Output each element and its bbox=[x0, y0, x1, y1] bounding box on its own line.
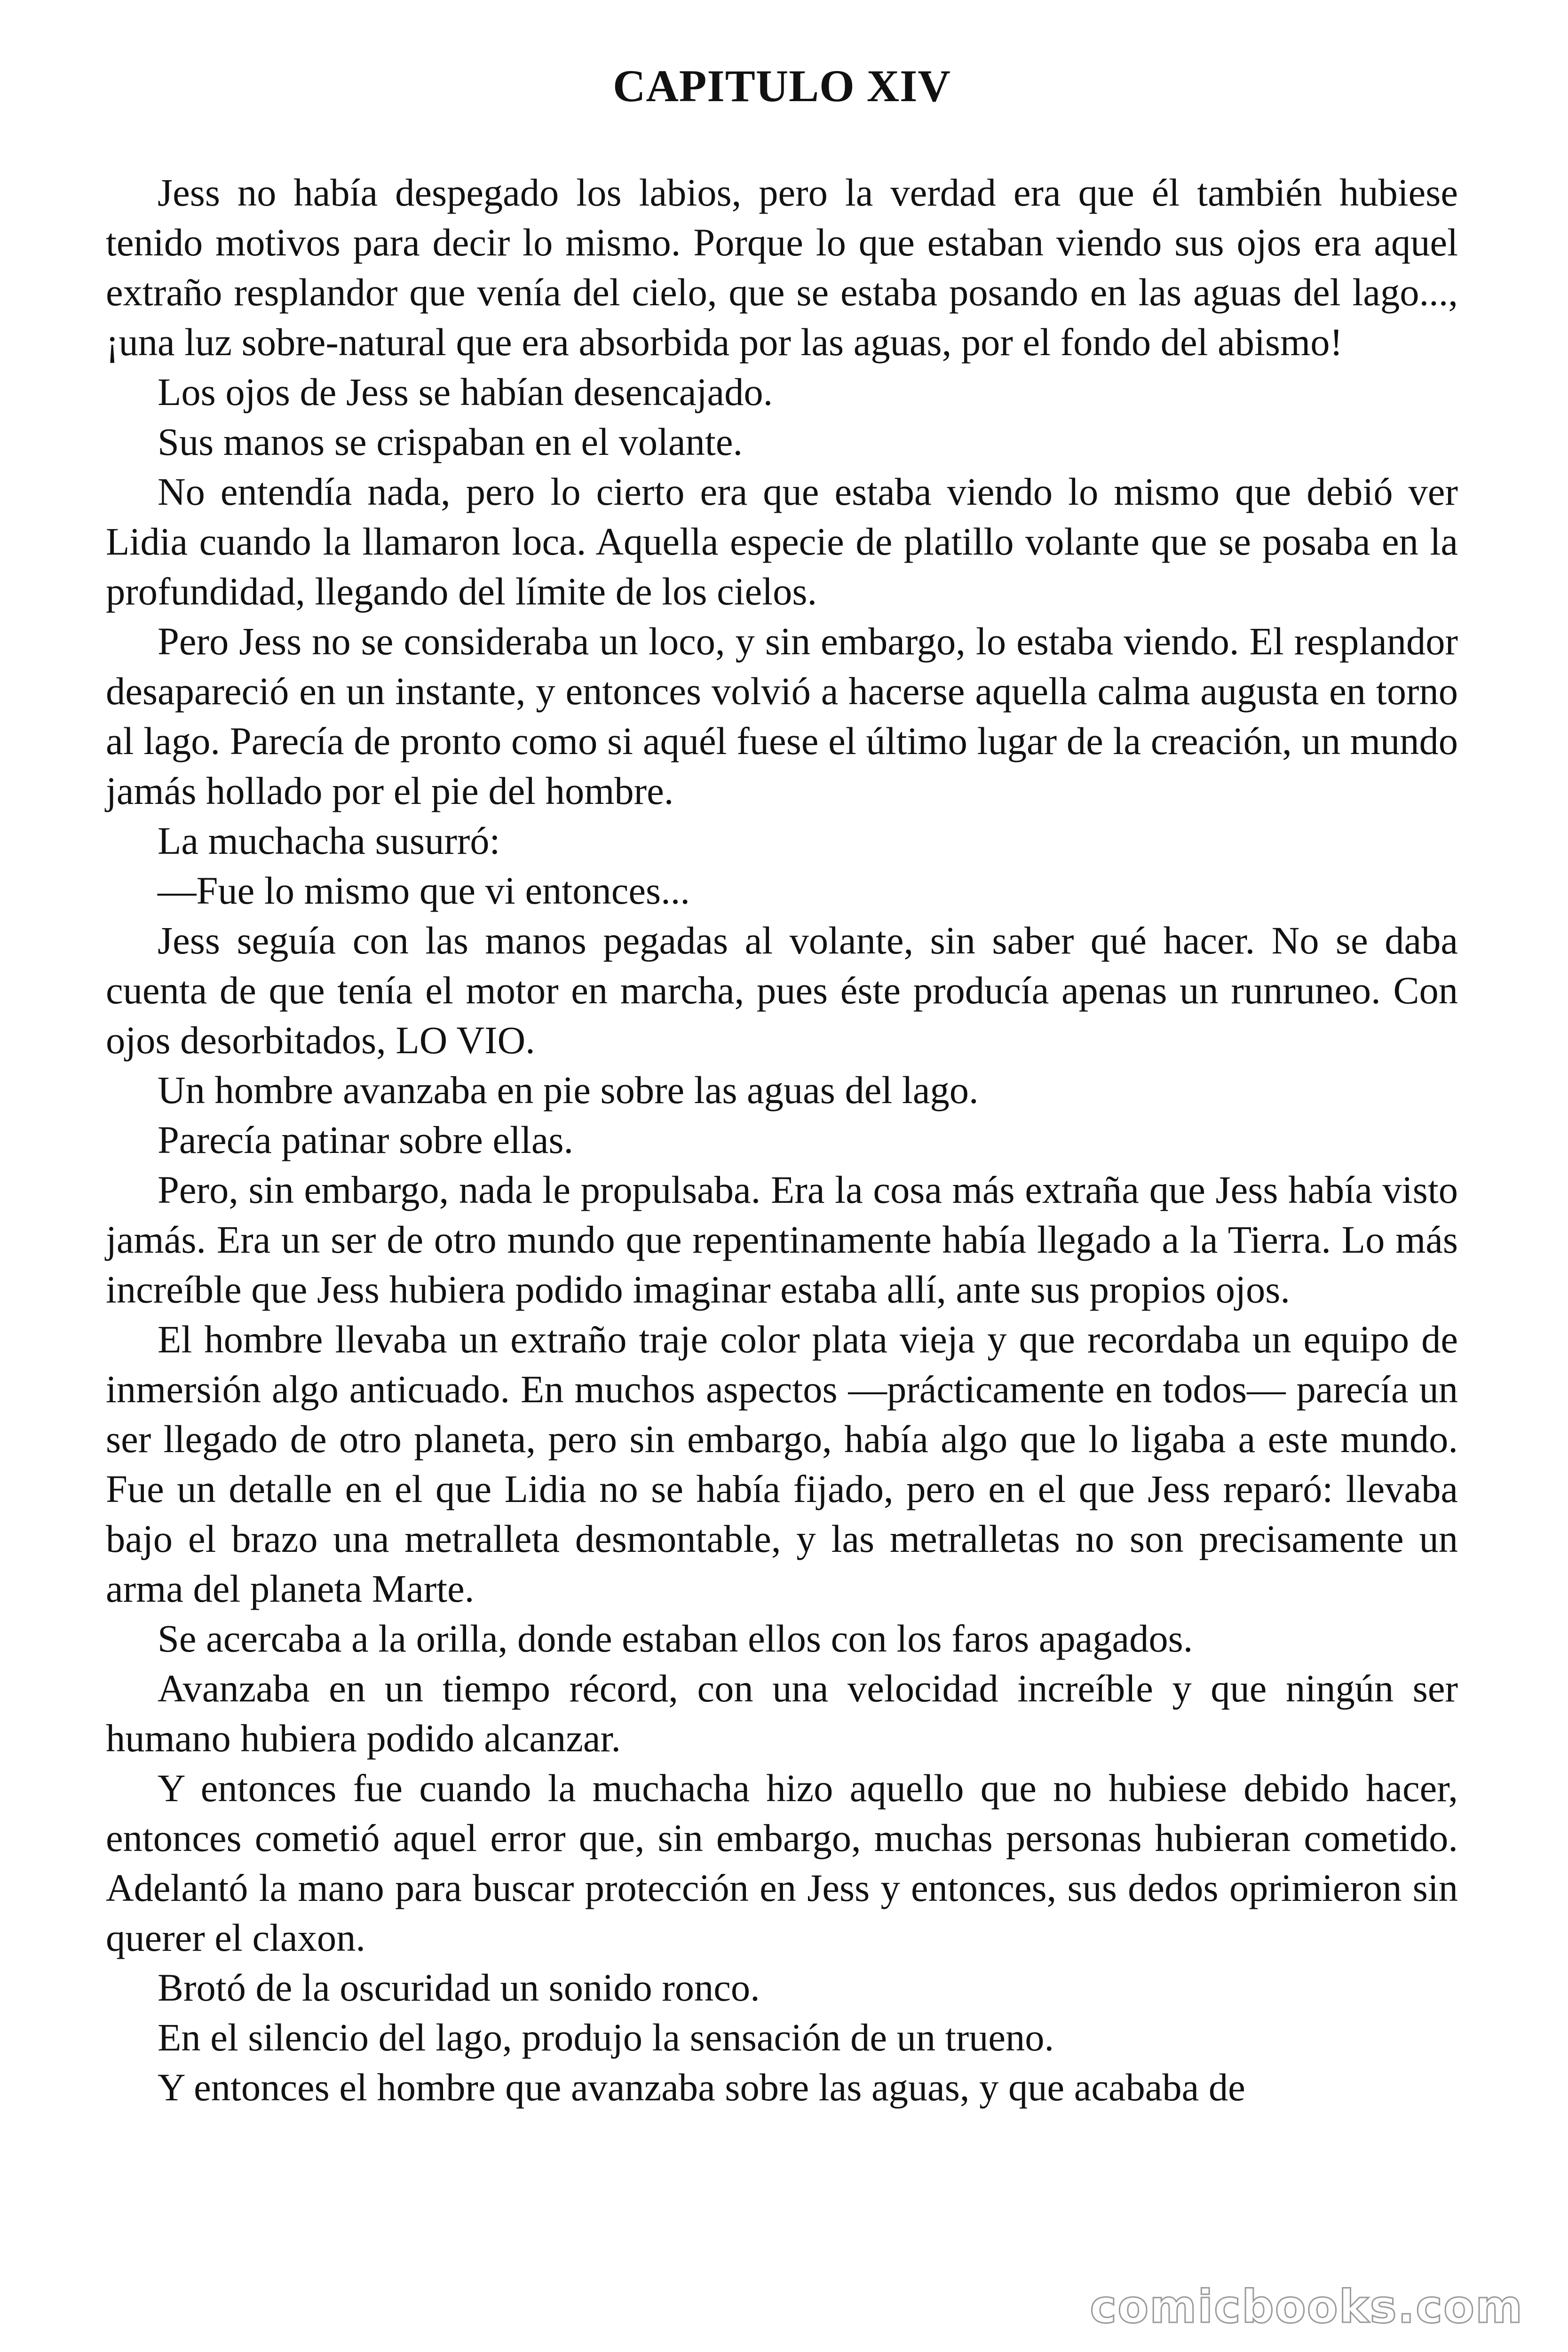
paragraph: La muchacha susurró: bbox=[158, 818, 500, 862]
paragraph: Sus manos se crispaban en el volante. bbox=[158, 420, 743, 463]
paragraph: Un hombre avanzaba en pie sobre las aguas del lago. bbox=[158, 1068, 979, 1112]
paragraph: En el silencio del lago, produjo la sensación de un trueno. bbox=[158, 2015, 1054, 2059]
paragraph: —Fue lo mismo que vi entonces... bbox=[158, 868, 690, 912]
paragraph: Pero Jess no se consideraba un loco, y sin embargo, lo estaba viendo. El resplandor desapareció en un instante, y entonces volvió a hacerse aquella calma augusta en torno al lago. Parecía de pronto como si aquél fuese el último lugar de la creación, un mundo jamás hollado por el pie del hombre. bbox=[106, 619, 1458, 812]
paragraph: Pero, sin embargo, nada le propulsaba. Era la cosa más extraña que Jess había visto jamás. Era un ser de otro mundo que repentinamente había llegado a la Tierra. Lo más increíble que Jess hubiera podido imaginar estaba allí, ante sus propios ojos. bbox=[106, 1168, 1458, 1311]
paragraph: Jess seguía con las manos pegadas al volante, sin saber qué hacer. No se daba cuenta de que tenía el motor en marcha, pues éste producía apenas un runruneo. Con ojos desorbitados, LO VIO. bbox=[106, 918, 1458, 1062]
paragraph: Avanzaba en un tiempo récord, con una velocidad increíble y que ningún ser humano hubiera podido alcanzar. bbox=[106, 1666, 1458, 1760]
paragraph: El hombre llevaba un extraño traje color plata vieja y que recordaba un equipo de inmersión algo anticuado. En muchos aspectos —prácticamente en todos— parecía un ser llegado de otro planeta, pero sin embargo, había algo que lo ligaba a este mundo. Fue un detalle en el que Lidia no se había fijado, pero en el que Jess reparó: llevaba bajo el brazo una metralleta desmontable, y las metralletas no son precisamente un arma del planeta Marte. bbox=[106, 1317, 1458, 1610]
paragraph: Jess no había despegado los labios, pero la verdad era que él también hubiese tenido motivos para decir lo mismo. Porque lo que estaban viendo sus ojos era aquel extraño resplandor que venía del cielo, que se estaba posando en las aguas del lago..., ¡una luz sobre-natural que era absorbida por las aguas, por el fondo del abismo! bbox=[106, 170, 1458, 364]
book-page bbox=[106, 61, 1458, 2112]
chapter-body bbox=[106, 167, 1458, 2112]
watermark-logo: comicbooks.com bbox=[1090, 2280, 1523, 2333]
paragraph: Se acercaba a la orilla, donde estaban ellos con los faros apagados. bbox=[158, 1616, 1193, 1660]
paragraph: Y entonces el hombre que avanzaba sobre las aguas, y que acababa de bbox=[158, 2065, 1245, 2109]
paragraph: Y entonces fue cuando la muchacha hizo aquello que no hubiese debido hacer, entonces cometió aquel error que, sin embargo, muchas personas hubieran cometido. Adelantó la mano para buscar protección en Jess y entonces, sus dedos oprimieron sin querer el claxon. bbox=[106, 1766, 1458, 1959]
paragraph: Parecía patinar sobre ellas. bbox=[158, 1118, 574, 1161]
paragraph: Brotó de la oscuridad un sonido ronco. bbox=[158, 1965, 760, 2009]
chapter-title: CAPITULO XIV bbox=[613, 61, 951, 111]
paragraph: Los ojos de Jess se habían desencajado. bbox=[158, 370, 773, 413]
paragraph: No entendía nada, pero lo cierto era que estaba viendo lo mismo que debió ver Lidia cuando la llamaron loca. Aquella especie de platillo volante que se posaba en la profundidad, llegando del límite de los cielos. bbox=[106, 469, 1458, 613]
